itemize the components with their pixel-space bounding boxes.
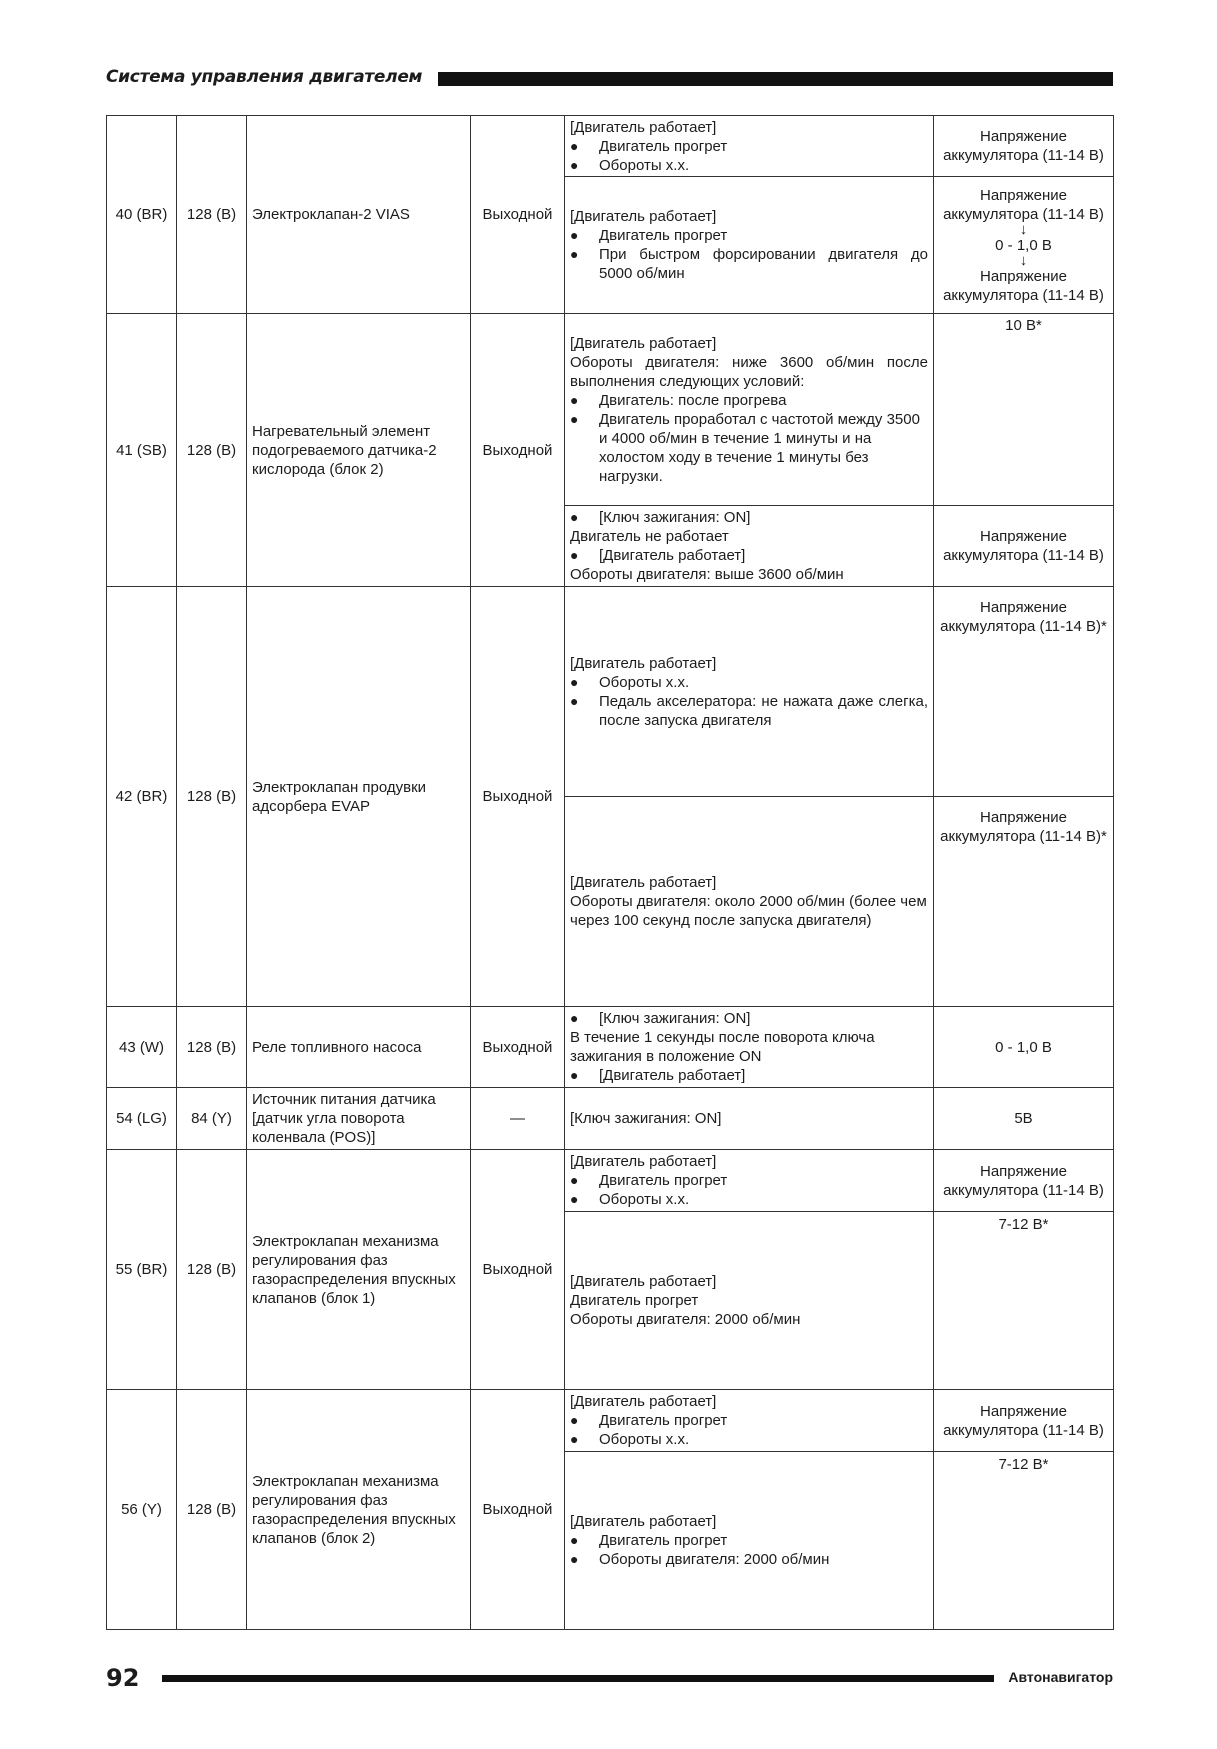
oscilloscope-waveform	[944, 1474, 1104, 1626]
value-cell	[934, 177, 1114, 314]
oscilloscope-waveform	[944, 846, 1104, 996]
value-cell	[934, 1212, 1114, 1390]
condition-title: [Двигатель работает]	[570, 208, 717, 225]
wire-color-cell: 128 (B)	[177, 587, 247, 1007]
oscilloscope-waveform	[944, 1234, 1104, 1386]
condition-bullet: ● [Двигатель работает]	[570, 546, 928, 565]
signal-cell: Выходной	[471, 314, 565, 587]
terminal-cell: 54 (LG)	[107, 1088, 177, 1150]
condition-title: [Двигатель работает]	[570, 118, 717, 136]
value-text: 7-12 В*	[998, 1216, 1049, 1233]
page-header	[106, 67, 1113, 89]
item-cell: Электроклапан механизма регулирования фаз газораспределения впускных клапанов (блок 1)	[247, 1150, 471, 1390]
down-arrow-icon: ↓	[1019, 251, 1028, 269]
value-text: Напряжение аккумулятора (11-14 В)	[943, 267, 1104, 304]
table-row	[107, 116, 1114, 177]
condition-bullet: ● [Двигатель работает]	[570, 1066, 928, 1085]
condition-cell	[565, 1007, 934, 1088]
wire-color-cell: 128 (B)	[177, 116, 247, 314]
value-cell: Напряжение аккумулятора (11-14 В)	[934, 1390, 1114, 1452]
value-cell: Напряжение аккумулятора (11-14 В)	[934, 506, 1114, 587]
condition-cell	[565, 1212, 934, 1390]
condition-bullet: ● Двигатель: после прогрева	[570, 391, 928, 410]
value-cell: 5В	[934, 1088, 1114, 1150]
condition-bullet: ● Двигатель прогрет	[570, 137, 928, 156]
signal-cell: Выходной	[471, 587, 565, 1007]
signal-cell: Выходной	[471, 1007, 565, 1088]
value-cell: 0 - 1,0 В	[934, 1007, 1114, 1088]
signal-cell: Выходной	[471, 116, 565, 314]
item-cell: Электроклапан-2 VIAS	[247, 116, 471, 314]
condition-bullet: ● Обороты х.х.	[570, 673, 928, 692]
down-arrow-icon: ↓	[1019, 220, 1028, 238]
condition-title: [Двигатель работает]	[570, 1153, 717, 1170]
condition-title: [Двигатель работает]	[570, 654, 717, 672]
signal-cell: Выходной	[471, 1390, 565, 1630]
condition-text: В течение 1 секунды после поворота ключа зажигания в положение ON	[570, 1029, 875, 1065]
wire-color-cell: 128 (B)	[177, 314, 247, 587]
condition-title: [Двигатель работает]	[570, 1273, 717, 1290]
condition-cell	[565, 797, 934, 1007]
condition-cell	[565, 116, 934, 177]
condition-bullet: ● Двигатель прогрет	[570, 1531, 928, 1550]
item-cell: Электроклапан механизма регулирования фаз газораспределения впускных клапанов (блок 2)	[247, 1390, 471, 1630]
oscilloscope-waveform	[944, 636, 1104, 786]
condition-bullet: ● Педаль акселератора: не нажата даже слегка, после запуска двигателя	[570, 692, 928, 730]
condition-cell	[565, 1452, 934, 1630]
table-row	[107, 1088, 1114, 1150]
terminal-cell: 41 (SB)	[107, 314, 177, 587]
condition-text: Обороты двигателя: выше 3600 об/мин	[570, 566, 844, 583]
condition-bullet: ● Двигатель проработал с частотой между 3500 и 4000 об/мин в течение 1 минуты и на холостом ходу в течение 1 минуты без нагрузки.	[570, 410, 928, 486]
condition-title: [Двигатель работает]	[570, 1513, 717, 1530]
wire-color-cell: 84 (Y)	[177, 1088, 247, 1150]
terminal-cell: 55 (BR)	[107, 1150, 177, 1390]
value-cell	[934, 1452, 1114, 1630]
condition-bullet: ● Обороты х.х.	[570, 1190, 928, 1209]
item-cell: Источник питания датчика [датчик угла поворота коленвала (POS)]	[247, 1088, 471, 1150]
condition-cell	[565, 506, 934, 587]
wire-color-cell: 128 (B)	[177, 1150, 247, 1390]
item-cell: Нагревательный элемент подогреваемого датчика-2 кислорода (блок 2)	[247, 314, 471, 587]
header-rule	[438, 72, 1113, 86]
terminal-spec-table	[106, 115, 1114, 1630]
value-text: Напряжение аккумулятора (11-14 В)*	[940, 808, 1107, 845]
header-title: Система управления двигателем	[106, 67, 423, 87]
condition-title: [Двигатель работает]	[570, 874, 717, 891]
wire-color-cell: 128 (B)	[177, 1390, 247, 1630]
value-cell: Напряжение аккумулятора (11-14 В)	[934, 1150, 1114, 1212]
value-cell	[934, 587, 1114, 797]
condition-bullet: ● Двигатель прогрет	[570, 226, 928, 245]
terminal-cell: 43 (W)	[107, 1007, 177, 1088]
condition-title: [Двигатель работает]	[570, 1393, 717, 1410]
publisher-name: Автонавигатор	[1008, 1669, 1113, 1685]
terminal-cell: 42 (BR)	[107, 587, 177, 1007]
condition-bullet: ● Обороты х.х.	[570, 1430, 928, 1449]
condition-text: Обороты двигателя: 2000 об/мин	[570, 1311, 801, 1328]
signal-cell: Выходной	[471, 1150, 565, 1390]
signal-cell: —	[471, 1088, 565, 1150]
wire-color-cell: 128 (B)	[177, 1007, 247, 1088]
condition-cell	[565, 177, 934, 314]
condition-cell	[565, 1390, 934, 1452]
footer-rule	[162, 1675, 994, 1682]
value-text: Напряжение аккумулятора (11-14 В)	[943, 186, 1104, 223]
page-number: 92	[106, 1664, 140, 1692]
page-footer	[106, 1664, 1113, 1694]
condition-cell	[565, 1150, 934, 1212]
table-row	[107, 1390, 1114, 1452]
condition-bullet: ● Обороты х.х.	[570, 156, 928, 175]
item-cell: Реле топливного насоса	[247, 1007, 471, 1088]
condition-cell	[565, 587, 934, 797]
condition-text: Обороты двигателя: около 2000 об/мин (более чем через 100 секунд после запуска двигателя)	[570, 893, 927, 929]
condition-bullet: ● Двигатель прогрет	[570, 1411, 928, 1430]
value-cell: Напряжение аккумулятора (11-14 В)	[934, 116, 1114, 177]
table-row	[107, 587, 1114, 797]
terminal-cell: 56 (Y)	[107, 1390, 177, 1630]
condition-title: [Двигатель работает]	[570, 334, 717, 352]
condition-bullet: ● При быстром форсировании двигателя до 5000 об/мин	[570, 245, 928, 283]
terminal-cell: 40 (BR)	[107, 116, 177, 314]
condition-bullet: ● [Ключ зажигания: ON]	[570, 508, 928, 527]
condition-bullet: ● Обороты двигателя: 2000 об/мин	[570, 1550, 928, 1569]
table-row	[107, 1150, 1114, 1212]
condition-text: Обороты двигателя: ниже 3600 об/мин после выполнения следующих условий:	[570, 353, 928, 390]
condition-cell: [Ключ зажигания: ON]	[565, 1088, 934, 1150]
oscilloscope-waveform	[944, 335, 1104, 503]
condition-bullet: ● Двигатель прогрет	[570, 1171, 928, 1190]
condition-bullet: ● [Ключ зажигания: ON]	[570, 1009, 928, 1028]
value-text: 7-12 В*	[998, 1456, 1049, 1473]
item-cell: Электроклапан продувки адсорбера EVAP	[247, 587, 471, 1007]
condition-text: Двигатель не работает	[570, 528, 729, 545]
value-cell	[934, 797, 1114, 1007]
value-text: Напряжение аккумулятора (11-14 В)*	[940, 598, 1107, 635]
value-text: 10 В*	[1005, 317, 1042, 334]
table-row	[107, 1007, 1114, 1088]
condition-text: Двигатель прогрет	[570, 1292, 699, 1309]
condition-cell	[565, 314, 934, 506]
table-row	[107, 314, 1114, 506]
value-text: 0 - 1,0 В	[995, 236, 1052, 254]
value-cell	[934, 314, 1114, 506]
